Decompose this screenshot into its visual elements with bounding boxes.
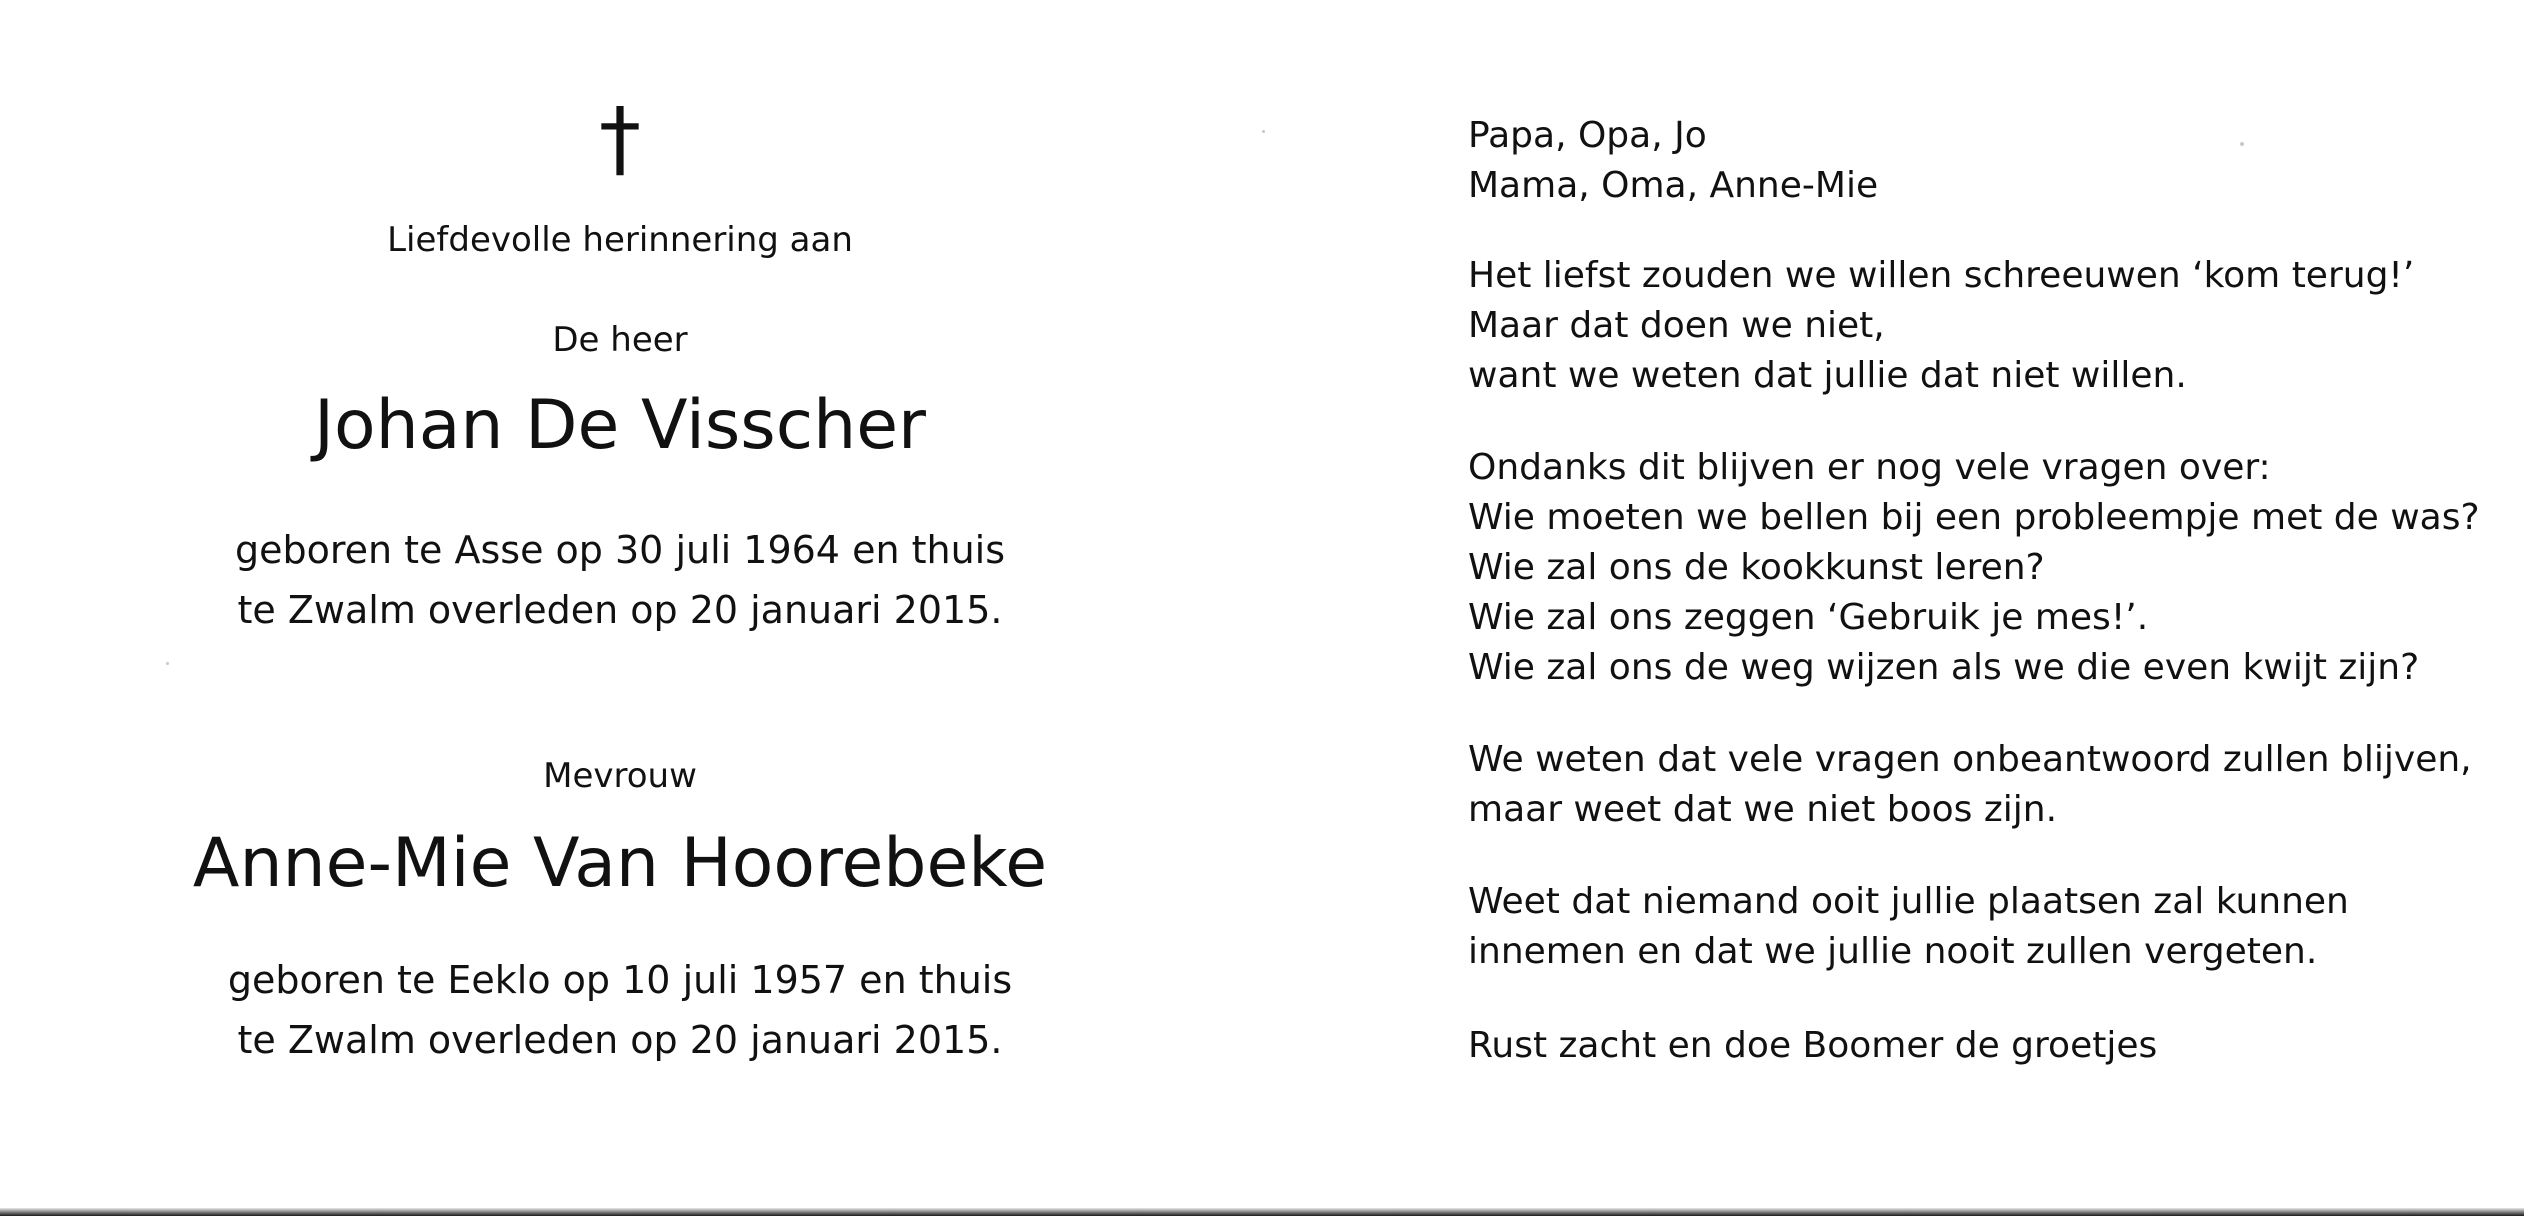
scan-speck	[2240, 142, 2244, 146]
person2-birth-line: geboren te Eeklo op 10 juli 1957 en thuis	[227, 958, 1013, 1002]
poem-line: Wie zal ons de kookkunst leren?	[1468, 547, 2045, 588]
poem-line: Papa, Opa, Jo	[1468, 115, 1707, 156]
person1-title: De heer	[552, 320, 688, 360]
scan-bottom-edge	[0, 1208, 2524, 1216]
person1-birth-line: geboren te Asse op 30 juli 1964 en thuis	[234, 528, 1006, 572]
scan-speck	[1262, 130, 1265, 133]
poem-line: Ondanks dit blijven er nog vele vragen over:	[1468, 447, 2271, 488]
person2-title: Mevrouw	[543, 756, 697, 796]
poem-line: Maar dat doen we niet,	[1468, 305, 1885, 346]
person1-name: Johan De Visscher	[314, 386, 926, 465]
poem-line: innemen en dat we jullie nooit zullen vergeten.	[1468, 931, 2318, 972]
poem-line: We weten dat vele vragen onbeantwoord zullen blijven,	[1468, 739, 2472, 780]
poem-line: want we weten dat jullie dat niet willen.	[1468, 355, 2187, 396]
scan-speck	[166, 662, 169, 665]
person2-death-line: te Zwalm overleden op 20 januari 2015.	[237, 1018, 1003, 1062]
left-panel	[140, 0, 1100, 1200]
poem-line: Rust zacht en doe Boomer de groetjes	[1468, 1025, 2158, 1066]
poem-line: Het liefst zouden we willen schreeuwen ‘kom terug!’	[1468, 255, 2415, 296]
poem-line: Mama, Oma, Anne-Mie	[1468, 165, 1879, 206]
person2-name: Anne-Mie Van Hoorebeke	[192, 824, 1048, 903]
poem-line: maar weet dat we niet boos zijn.	[1468, 789, 2058, 830]
poem-panel	[1468, 112, 2478, 1112]
intro-text: Liefdevolle herinnering aan	[387, 220, 853, 260]
poem-line: Wie zal ons zeggen ‘Gebruik je mes!’.	[1468, 597, 2149, 638]
poem-line: Weet dat niemand ooit jullie plaatsen zal kunnen	[1468, 881, 2349, 922]
poem-line: Wie moeten we bellen bij een probleempje met de was?	[1468, 497, 2480, 538]
cross-icon: †	[599, 89, 641, 187]
poem-line: Wie zal ons de weg wijzen als we die even kwijt zijn?	[1468, 647, 2420, 688]
person1-death-line: te Zwalm overleden op 20 januari 2015.	[237, 588, 1003, 632]
